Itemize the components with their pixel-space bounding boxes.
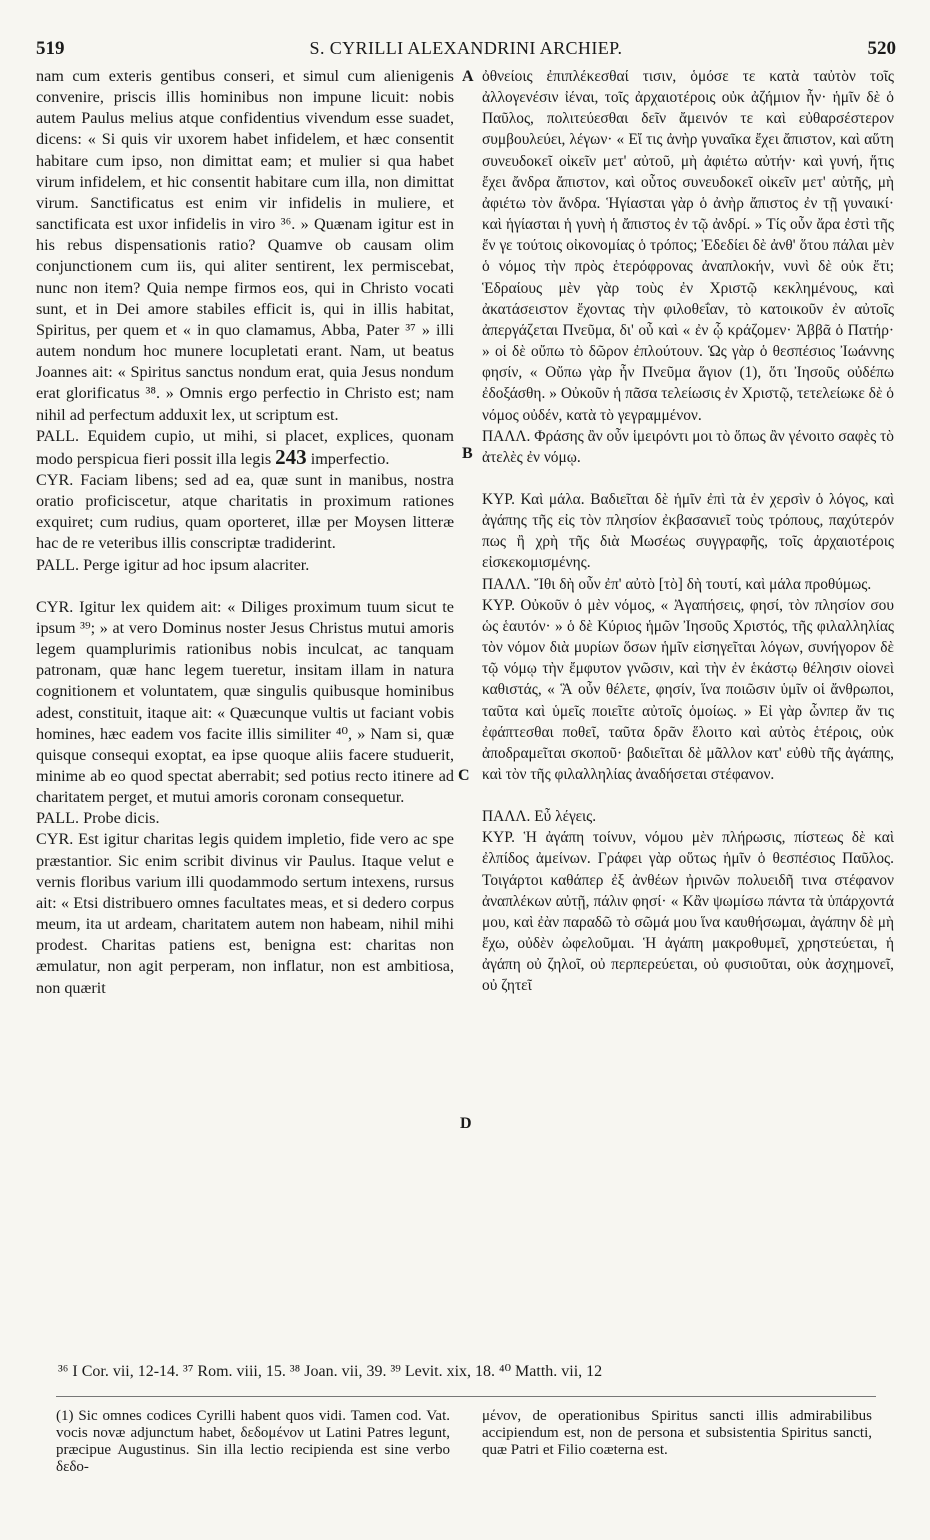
latin-paragraph: CYR. Faciam libens; sed ad ea, quæ sunt in manibus, nostra oratio proficiscetur, atque charitatis in proximum rationes exquiret; cum rudius, quam oporteret, illæ per Moysen litteræ hac de re veteribus illis conscriptæ tradiderint. — [36, 470, 454, 553]
latin-paragraph: CYR. Est igitur charitas legis quidem impletio, fide vero ac spe præstantior. Sic enim scribit divinus vir Paulus. Itaque velut e vernis floribus varium illi quodammodo sertum intexens, rursus ait: « Etsi distribuero omnes facultates meas, et si dedero corpus meum, ita ut ardeam, charitatem autem non habeam, nihil mihi prodest. Charitas patiens est, benigna est: charitas non æmulatur, non agit perperam, non inflatur, non est ambitiosa, non quærit — [36, 830, 454, 997]
margin-letter-a: A — [462, 68, 474, 85]
greek-paragraph: ὀθνείοις ἐπιπλέκεσθαί τισιν, ὁμόσε τε κατὰ ταὐτὸν τοῖς ἀλλογενέσιν ἰέναι, τοῖς ἀρχαιοτέροις οὐκ ἀζήμιον ἦν· ἡμῖν δὲ ὁ Παῦλος, πολιτεύεσθαι δεῖν ἄμεινόν τε καὶ εὐθαρσέστερον συμβουλεύει, λέγων· « Εἴ τις ἀνὴρ γυναῖκα ἔχει ἄπιστον, καὶ αὕτη συνευδοκεῖ οἰκεῖν μετ' αὐτοῦ, μὴ ἀφιέτω αὐτήν· καὶ γυνή, ἥτις ἔχει ἄνδρα ἄπιστον, καὶ οὗτος συνευδοκεῖ οἰκεῖν μετ' αὐτῆς, μὴ ἀφιέτω τὸν ἄνδρα. Ἡγίασται γὰρ ὁ ἀνὴρ ἄπιστος ἐν τῇ γυναικί· καὶ ἡγίασται ἡ γυνὴ ἡ ἄπιστος ἐν τῷ ἀνδρί. » Τίς οὖν ἄρα ἐστὶ τῆς ἔν γε τούτοις οἰκονομίας ὁ τρόπος; Ἐδεδίει δὲ ἀνθ' ὅτου πάλαι μὲν ὁ νόμος τὴν πρὸς ἑτερόφρονας ἀναπλοκήν, νυνὶ δὲ οὐκ ἔτι; Ἑδραίους μὲν γὰρ τοὺς ἐν Χριστῷ κεκλημένους, καὶ ἀκατάσειστον ἔχοντας τὴν φιλοθεΐαν, τὸ κατοικοῦν ἐν αὐτοῖς ἀπεργάζεται Πνεῦμα, δι' οὗ καὶ « ἐν ᾧ κράζομεν· Ἀββᾶ ὁ Πατήρ· » οἱ δὲ οὔπω τὸ δῶρον ἐπλούτουν. Ὡς γὰρ ὁ θεσπέσιος Ἰωάννης φησίν, « Οὔπω γὰρ ἦν Πνεῦμα ἅγιον (1), ὅτι Ἰησοῦς οὐδέπω ἐδοξάσθη. » Οὐκοῦν ἡ πᾶσα τελείωσις ἐν Χριστῷ, τετελείωκε δὲ ὁ νόμος οὐδέν, κατὰ τὸ γεγραμμένον. — [482, 68, 894, 424]
margin-page-number: 243 — [275, 444, 307, 469]
footnote-right: μένον, de operationibus Spiritus sancti illis admirabilibus accipiendum est, non de persona et subsistentia Spiritus sancti, quæ Patri et Filio coæterna est. — [482, 1408, 872, 1458]
page-number-left: 519 — [36, 38, 65, 59]
spacer — [36, 576, 454, 597]
footnote-divider — [56, 1396, 876, 1397]
greek-paragraph: ΠΑΛΛ. Ἴθι δὴ οὖν ἐπ' αὐτὸ [τὸ] δὴ τουτί, καὶ μάλα προθύμως. — [482, 575, 872, 593]
footnote-left: (1) Sic omnes codices Cyrilli habent quos vidi. Tamen cod. Vat. vocis novæ adjunctum habet, δεδομένον ut Latini Patres legunt, præcipue Augustinus. Sin illa lectio recipienda est sine verbo δεδο- — [56, 1408, 450, 1475]
margin-letter-d: D — [460, 1115, 472, 1132]
latin-paragraph: nam cum exteris gentibus conseri, et simul cum alienigenis convenire, priscis illis hominibus non impune licuit: nobis autem Paulus melius atque confidentius vivendum esse suadet, dicens: « Si quis vir uxorem habet infidelem, et hæc consentit habitare cum ipso, non dimittat eam; et mulier si qua habet virum infidelem, et hic consentit habitare cum illa, non dimittat virum. Sanctificatus est enim vir infidelis in muliere, et sanctificata est uxor infidelis in viro ³⁶. » Quænam igitur est in his rebus dispensationis ratio? Quamve ob causam olim conjunctionem cum iis, qui aliter sentirent, lex permiscebat, nunc non item? Quia nempe firmos eos, qui in Christo vocati sunt, et in Dei amore stabiles efficit is, qui in illis habitat, Spiritus, per quem et « in quo clamamus, Abba, Pater ³⁷ » illi autem nondum hoc munere locupletati erant. Nam, ut beatus Joannes ait: « Spiritus sanctus nondum erat, quia Jesus nondum erat glorificatus ³⁸. » Omnis ergo perfectio in Christo est; nam nihil ad perfectum adduxit lex, ut scriptum est. — [36, 67, 454, 424]
greek-paragraph: ΠΑΛΛ. Φράσης ἂν οὖν ἱμειρόντι μοι τὸ ὅπως ἂν γένοιτο σαφὲς τὸ ἀτελὲς ἐν νόμῳ. — [482, 427, 894, 466]
running-title: S. CYRILLI ALEXANDRINI ARCHIEP. — [309, 38, 623, 58]
margin-letter-b: B — [462, 445, 473, 462]
page-number-right: 520 — [867, 38, 896, 59]
spacer — [482, 785, 894, 806]
latin-paragraph: CYR. Igitur lex quidem ait: « Diliges proximum tuum sicut te ipsum ³⁹; » at vero Dominus noster Jesus Christus mutui amoris legem quamplurimis rationibus nobis inculcat, ac tanquam patronam, quæ hanc legem tueretur, insitam illam in natura cognitionem et voluntatem, quæ singulis quibusque hominibus adest, constituit, itaque ait: « Quæcunque vultis ut faciant vobis homines, hæc eadem vos facite illis similiter ⁴⁰, » Nam si, quæ quisque consequi exoptat, ea ipse quoque aliis facere studuerit, minime ab eo quod spectat aberrabit; sed potius recto itinere ad charitatem perget, et mutui amoris coronam consequetur. — [36, 597, 454, 807]
greek-column — [482, 66, 894, 997]
latin-paragraph: PALL. Perge igitur ad hoc ipsum alacriter. — [36, 555, 310, 574]
page-header — [36, 38, 896, 66]
latin-column — [36, 66, 454, 999]
latin-paragraph: PALL. Equidem cupio, ut mihi, si placet, explices, quonam modo perspicua fieri possit illa legis 243 imperfectio. — [36, 426, 454, 469]
latin-paragraph: PALL. Probe dicis. — [36, 809, 160, 828]
scripture-references: ³⁶ I Cor. vii, 12-14. ³⁷ Rom. viii, 15. ³⁸ Joan. vii, 39. ³⁹ Levit. xix, 18. ⁴⁰ Matth. vii, 12 — [58, 1363, 603, 1380]
greek-paragraph: ΚΥΡ. Ἡ ἀγάπη τοίνυν, νόμου μὲν πλήρωσις, πίστεως δὲ καὶ ἐλπίδος ἀμείνων. Γράφει γὰρ οὕτως ἡμῖν ὁ θεσπέσιος Παῦλος. Τοιγάρτοι καθάπερ ἐξ ἀνθέων ἠρινῶν πολυειδῆ τινα στέφανον ἀναπλέκων αὐτῇ, πάλιν φησί· « Κἂν ψωμίσω πάντα τὰ ὑπάρχοντά μου, καὶ ἐὰν παραδῶ τὸ σῶμά μου ἵνα καυθήσωμαι, ἀγάπην δὲ μὴ ἔχω, οὐδὲν ὠφελοῦμαι. Ἡ ἀγάπη μακροθυμεῖ, χρηστεύεται, ἡ ἀγάπη οὐ ζηλοῖ, οὐ περπερεύεται, οὐ φυσιοῦται, οὐκ ἀσχημονεῖ, οὐ ζητεῖ — [482, 829, 894, 995]
greek-paragraph: ΠΑΛΛ. Εὖ λέγεις. — [482, 808, 597, 826]
spacer — [482, 468, 894, 489]
margin-letter-c: C — [458, 767, 470, 784]
greek-paragraph: ΚΥΡ. Καὶ μάλα. Βαδιεῖται δὲ ἡμῖν ἐπὶ τὰ ἐν χερσὶν ὁ λόγος, καὶ ἀγάπης τῆς εἰς τὸν πλησίον ἐκβασανιεῖ τοὺς τρόπους, παχύτερόν πως ἢ χρὴ τῆς διὰ Μωσέως συγγραφῆς, τοῖς ἀρχαιοτέροις εἰσκεκομισμένης. — [482, 490, 894, 572]
greek-paragraph: ΚΥΡ. Οὐκοῦν ὁ μὲν νόμος, « Ἀγαπήσεις, φησί, τὸν πλησίον σου ὡς ἑαυτόν· » ὁ δὲ Κύριος ἡμῶν Ἰησοῦς Χριστός, τῆς φιλαλληλίας τὸν νόμον διὰ μυρίων ὅσων ἡμῖν εἰσηγεῖται λόγων, συνήγορον δὲ τῷ νόμῳ τὴν ἔμφυτον γνῶσιν, καὶ τὴν ἐν ἑκάστῳ θέλησιν οἰονεὶ καθιστάς, « Ἃ οὖν θέλετε, φησίν, ἵνα ποιῶσιν ὑμῖν οἱ ἄνθρωποι, ταῦτα καὶ ὑμεῖς ποιεῖτε αὐτοῖς ὁμοίως. » Εἰ γὰρ ὧνπερ ἄν τις ἐφάπτεσθαι ποθεῖ, ταῦτα δρᾶν ἕλοιτο καὶ αὐτὸς ἑτέροις, οὐκ ἀποδραμεῖται σκοποῦ· βαδιεῖται δὲ μᾶλλον κατ' εὐθὺ τῆς ἀγάπης, καὶ τὸν τῆς φιλαλληλίας ἀναδήσεται στέφανον. — [482, 596, 894, 783]
